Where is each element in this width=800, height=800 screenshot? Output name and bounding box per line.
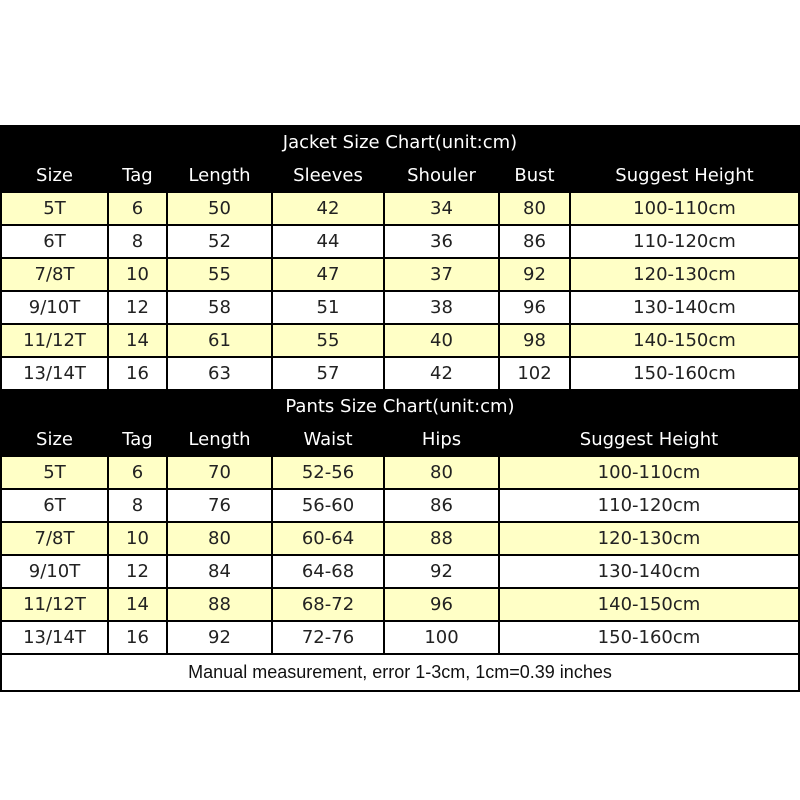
jacket-cell-tag: 16 <box>109 358 166 389</box>
table-row <box>0 226 800 257</box>
jacket-cell-height: 100-110cm <box>571 193 798 224</box>
pants-header-height: Suggest Height <box>579 429 719 450</box>
pants-cell-tag: 16 <box>109 622 166 653</box>
jacket-cell-shoulder: 42 <box>385 358 498 389</box>
pants-cell-height: 100-110cm <box>500 457 798 488</box>
pants-cell-length: 76 <box>168 490 271 521</box>
jacket-cell-size: 7/8T <box>2 259 107 290</box>
jacket-cell-tag: 10 <box>109 259 166 290</box>
pants-cell-waist: 68-72 <box>273 589 383 620</box>
jacket-cell-sleeves: 55 <box>273 325 383 356</box>
jacket-header-length: Length <box>188 165 251 186</box>
jacket-cell-bust: 102 <box>500 358 569 389</box>
pants-cell-waist: 56-60 <box>273 490 383 521</box>
pants-cell-tag: 6 <box>109 457 166 488</box>
jacket-cell-sleeves: 57 <box>273 358 383 389</box>
pants-header-size: Size <box>36 429 73 450</box>
pants-cell-length: 92 <box>168 622 271 653</box>
jacket-header-size: Size <box>36 165 73 186</box>
pants-header-hips: Hips <box>421 429 462 450</box>
jacket-cell-length: 50 <box>168 193 271 224</box>
pants-cell-hips: 80 <box>385 457 498 488</box>
jacket-cell-shoulder: 40 <box>385 325 498 356</box>
table-row <box>0 589 800 620</box>
pants-cell-height: 130-140cm <box>500 556 798 587</box>
jacket-cell-tag: 14 <box>109 325 166 356</box>
jacket-cell-shoulder: 36 <box>385 226 498 257</box>
pants-cell-length: 70 <box>168 457 271 488</box>
jacket-cell-length: 61 <box>168 325 271 356</box>
jacket-cell-sleeves: 51 <box>273 292 383 323</box>
jacket-title-row <box>0 127 800 158</box>
pants-cell-size: 11/12T <box>2 589 107 620</box>
pants-header-tag: Tag <box>122 429 153 450</box>
pants-cell-height: 110-120cm <box>500 490 798 521</box>
jacket-cell-length: 58 <box>168 292 271 323</box>
pants-cell-length: 84 <box>168 556 271 587</box>
table-row <box>0 325 800 356</box>
note-row <box>0 655 800 690</box>
pants-cell-tag: 12 <box>109 556 166 587</box>
pants-cell-size: 6T <box>2 490 107 521</box>
jacket-cell-tag: 12 <box>109 292 166 323</box>
jacket-cell-bust: 80 <box>500 193 569 224</box>
pants-cell-tag: 10 <box>109 523 166 554</box>
pants-cell-waist: 60-64 <box>273 523 383 554</box>
table-row <box>0 457 800 488</box>
table-row <box>0 193 800 224</box>
pants-cell-waist: 72-76 <box>273 622 383 653</box>
jacket-cell-height: 130-140cm <box>571 292 798 323</box>
pants-cell-hips: 96 <box>385 589 498 620</box>
table-row <box>0 358 800 389</box>
table-row <box>0 292 800 323</box>
pants-header-length: Length <box>188 429 251 450</box>
jacket-cell-sleeves: 47 <box>273 259 383 290</box>
pants-cell-hips: 88 <box>385 523 498 554</box>
jacket-header-tag: Tag <box>122 165 153 186</box>
pants-cell-tag: 8 <box>109 490 166 521</box>
pants-header-waist: Waist <box>303 429 353 450</box>
jacket-cell-tag: 8 <box>109 226 166 257</box>
pants-cell-hips: 86 <box>385 490 498 521</box>
jacket-cell-shoulder: 37 <box>385 259 498 290</box>
jacket-header-shoulder: Shouler <box>407 165 476 186</box>
jacket-header-height: Suggest Height <box>615 165 754 186</box>
pants-cell-size: 7/8T <box>2 523 107 554</box>
jacket-cell-tag: 6 <box>109 193 166 224</box>
jacket-cell-sleeves: 42 <box>273 193 383 224</box>
table-row <box>0 490 800 521</box>
pants-header-row <box>0 424 800 455</box>
pants-cell-height: 120-130cm <box>500 523 798 554</box>
jacket-cell-size: 13/14T <box>2 358 107 389</box>
size-chart <box>0 125 800 692</box>
jacket-cell-bust: 98 <box>500 325 569 356</box>
table-row <box>0 556 800 587</box>
pants-cell-hips: 92 <box>385 556 498 587</box>
jacket-cell-size: 9/10T <box>2 292 107 323</box>
jacket-cell-height: 120-130cm <box>571 259 798 290</box>
jacket-cell-bust: 96 <box>500 292 569 323</box>
jacket-cell-length: 63 <box>168 358 271 389</box>
pants-cell-height: 140-150cm <box>500 589 798 620</box>
jacket-cell-size: 11/12T <box>2 325 107 356</box>
pants-cell-length: 80 <box>168 523 271 554</box>
jacket-cell-height: 150-160cm <box>571 358 798 389</box>
jacket-cell-size: 5T <box>2 193 107 224</box>
jacket-cell-bust: 92 <box>500 259 569 290</box>
pants-cell-length: 88 <box>168 589 271 620</box>
jacket-cell-height: 140-150cm <box>571 325 798 356</box>
jacket-cell-size: 6T <box>2 226 107 257</box>
pants-cell-height: 150-160cm <box>500 622 798 653</box>
jacket-cell-length: 55 <box>168 259 271 290</box>
jacket-cell-shoulder: 38 <box>385 292 498 323</box>
jacket-cell-bust: 86 <box>500 226 569 257</box>
jacket-header-row <box>0 160 800 191</box>
pants-cell-hips: 100 <box>385 622 498 653</box>
jacket-cell-length: 52 <box>168 226 271 257</box>
pants-cell-size: 5T <box>2 457 107 488</box>
pants-cell-waist: 64-68 <box>273 556 383 587</box>
measurement-note: Manual measurement, error 1-3cm, 1cm=0.39 inches <box>2 655 798 690</box>
jacket-header-sleeves: Sleeves <box>293 165 363 186</box>
pants-cell-size: 13/14T <box>2 622 107 653</box>
jacket-title: Jacket Size Chart(unit:cm) <box>282 132 518 153</box>
table-row <box>0 523 800 554</box>
pants-title: Pants Size Chart(unit:cm) <box>285 396 515 417</box>
jacket-cell-height: 110-120cm <box>571 226 798 257</box>
jacket-cell-shoulder: 34 <box>385 193 498 224</box>
jacket-cell-sleeves: 44 <box>273 226 383 257</box>
pants-cell-tag: 14 <box>109 589 166 620</box>
table-row <box>0 622 800 653</box>
pants-cell-size: 9/10T <box>2 556 107 587</box>
pants-title-row <box>0 391 800 422</box>
pants-cell-waist: 52-56 <box>273 457 383 488</box>
table-row <box>0 259 800 290</box>
jacket-header-bust: Bust <box>514 165 555 186</box>
